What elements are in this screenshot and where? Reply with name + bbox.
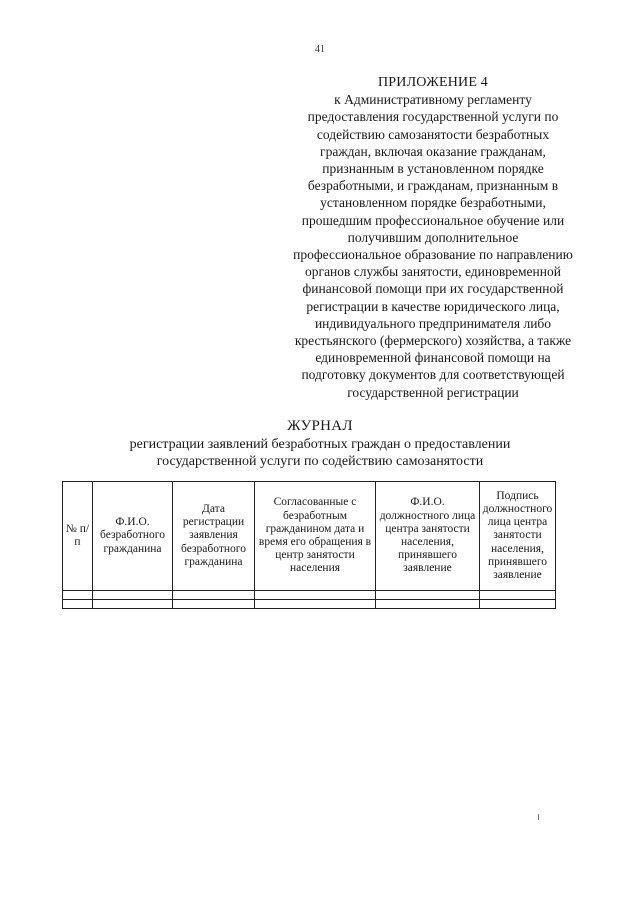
appendix-line: финансовой помощи при их государственной	[302, 281, 564, 297]
column-header-appointment-datetime: Согласованные с безработным гражданином дата и время его обращения в центр занятости населения	[255, 482, 376, 591]
table-cell	[255, 600, 376, 609]
appendix-line: индивидуального предпринимателя либо	[314, 315, 552, 331]
column-header-number: № п/п	[63, 482, 93, 591]
scan-artifact-mark	[538, 814, 539, 820]
appendix-line: получившим дополнительное	[347, 229, 519, 245]
table-cell	[173, 591, 255, 600]
table-cell	[93, 591, 173, 600]
appendix-line: предоставления государственной услуги по	[307, 109, 559, 125]
table-row	[63, 600, 556, 609]
appendix-header	[268, 74, 598, 401]
appendix-title: ПРИЛОЖЕНИЕ 4	[377, 75, 489, 90]
column-header-registration-date: Дата регистрации заявления безработного гражданина	[173, 482, 255, 591]
appendix-line: подготовку документов для соответствующей	[301, 367, 565, 383]
appendix-line: прошедшим профессиональное обучение или	[301, 212, 565, 228]
appendix-line: содействию самозанятости безработных	[316, 126, 550, 142]
appendix-line: единовременной финансовой помощи на	[315, 350, 551, 366]
table-cell	[480, 591, 556, 600]
journal-title: ЖУРНАЛ	[287, 418, 353, 434]
journal-subtitle	[0, 436, 640, 470]
appendix-line: государственной регистрации	[347, 384, 519, 400]
table-cell	[93, 600, 173, 609]
table-cell	[376, 600, 480, 609]
appendix-line: безработными, и гражданам, признанным в	[307, 178, 559, 194]
table-cell	[63, 600, 93, 609]
column-header-applicant-name: Ф.И.О. безработного гражданина	[93, 482, 173, 591]
table-cell	[480, 600, 556, 609]
appendix-line: органов службы занятости, единовременной	[305, 264, 561, 280]
column-header-official-name: Ф.И.О. должностного лица центра занятости населения, принявшего заявление	[376, 482, 480, 591]
appendix-line: крестьянского (фермерского) хозяйства, а также	[294, 333, 572, 349]
appendix-line: профессиональное образование по направлению	[293, 247, 573, 263]
table-cell	[173, 600, 255, 609]
table-row	[63, 591, 556, 600]
table-cell	[376, 591, 480, 600]
column-header-official-signature: Подпись должностного лица центра занятости населения, принявшего заявление	[480, 482, 556, 591]
appendix-line: установленном порядке безработными,	[320, 195, 546, 211]
appendix-line: признанным в установленном порядке	[322, 161, 544, 177]
table-cell	[63, 591, 93, 600]
journal-subtitle-line: регистрации заявлений безработных граждан о предоставлении	[129, 437, 511, 452]
table-header-row	[63, 482, 556, 591]
appendix-line: граждан, включая оказание гражданам,	[320, 143, 546, 159]
appendix-line: к Административному регламенту	[334, 92, 532, 108]
registration-journal-table	[62, 481, 556, 609]
appendix-line: регистрации в качестве юридического лица,	[306, 298, 560, 314]
journal-subtitle-line: государственной услуги по содействию самозанятости	[156, 454, 484, 469]
page-number: 41	[315, 44, 325, 55]
table-cell	[255, 591, 376, 600]
